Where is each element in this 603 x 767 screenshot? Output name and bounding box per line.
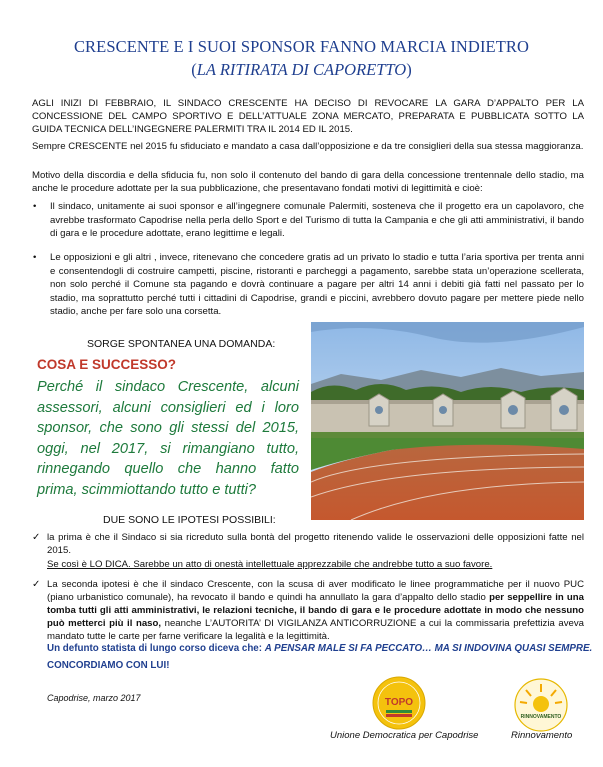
stadium-illustration	[311, 322, 584, 520]
checkmark-icon: ✓	[32, 532, 41, 543]
hypothesis-text-end: neanche L’AUTORITA’ DI VIGILANZA ANTICORRUZIONE a cui la commissaria prefettizia aveva mandato tutte le carte per farne verificare la legalità e la legittimità.	[47, 618, 584, 642]
rinnovamento-logo	[514, 678, 568, 732]
cosa-heading: COSA E SUCCESSO?	[37, 357, 177, 372]
subheadline-italic: LA RITIRATA DI CAPORETTO	[196, 60, 407, 79]
topo-logo	[372, 676, 426, 730]
org-name-udc: Unione Democratica per Capodrise	[330, 730, 479, 741]
hypothesis-underlined-text: Se così è LO DICA. Sarebbe un atto di onestà intellettuale apprezzabile che andrebbe tutto a suo favore.	[47, 559, 493, 570]
bullet-dot: •	[33, 201, 37, 212]
bullet-item	[33, 251, 584, 319]
hypothesis-item	[32, 531, 584, 557]
quote-line	[47, 643, 592, 654]
bullet-item	[33, 200, 584, 241]
stadium-photo	[311, 322, 584, 520]
question-text: Perché il sindaco Crescente, alcuni assessori, alcuni consiglieri ed i loro sponsor, che sono gli stessi del 2015, oggi, nel 2017, si rimangiano tutto, rinnegando quello che hanno fatto prima, scimmiottando tutto e tutti?	[37, 379, 299, 498]
subheadline-open-paren: (	[191, 60, 197, 79]
hypothesis-text: La seconda ipotesi è che il sindaco Crescente, con la scusa di aver modificato le linee programmatiche per il nuovo PUC (piano urbanistico comunale), ha revocato il bando e quindi ha annullato la gara d’appalto dello stadio	[47, 579, 584, 603]
checkmark-icon: ✓	[32, 579, 41, 590]
hypothesis-text: la prima è che il Sindaco si sia ricreduto sulla bontà del progetto ritenendo valide le osservazioni delle opposizioni fatte nel 2015.	[47, 532, 584, 556]
org-name-rinnovamento: Rinnovamento	[511, 730, 573, 741]
subheadline-close-paren: )	[406, 60, 412, 79]
topo-logo-text: TOPO	[384, 697, 414, 708]
headline: CRESCENTE E I SUOI SPONSOR FANNO MARCIA INDIETRO	[73, 37, 530, 56]
bullet-dot: •	[33, 252, 37, 263]
hypothesis-bold-text: per seppellire in una tomba tutti gli atti amministrativi, le relazioni tecniche, il bando di gara e le procedure adottate in modo che nessuno può metterci più il naso,	[47, 592, 584, 629]
bullet-text: Le opposizioni e gli altri , invece, ritenevano che concedere gratis ad un privato lo stadio e tutta l’aria sportiva per trenta anni e consentendogli di costruire campetti, piscine, ristoranti e parcheggi a pagamento, sarebbe stata un’operazione scellerata, non solo perché il Comune sta pagando e dovrà continuare a pagare per altri 14 anni i debiti già fatti nel passato per lo stadio, ma soprattutto perché tutti i cittadini di Capodrise, grandi e piccini, avrebbero dovuto pagare per mettere piede nello stadio, anche per fare solo una corsetta.	[50, 252, 584, 318]
intro-paragraph: AGLI INIZI DI FEBBRAIO, IL SINDACO CRESCENTE HA DECISO DI REVOCARE LA GARA D’APPALTO PER LA CONCESSIONE DEL CAMPO SPORTIVO E DELL’ATTUALE ZONA MERCATO, PREPARATA E PUBBLICATA SOTTO LA GUIDA TECNICA DELL’INGEGNERE PALERMITI TRA IL 2014 ED IL 2015.	[32, 98, 584, 135]
rinnovamento-logo-text: RINNOVAMENTO	[520, 714, 562, 720]
sfiducia-paragraph: Sempre CRESCENTE nel 2015 fu sfiduciato e mandato a casa dall’opposizione e da tre consiglieri della sua stessa maggioranza.	[32, 141, 584, 152]
quote-intro: Un defunto statista di lungo corso diceva che:	[47, 643, 265, 654]
closing-line: CONCORDIAMO CON LUI!	[47, 660, 170, 671]
hypothesis-item	[32, 578, 584, 643]
bullet-text: Il sindaco, unitamente ai suoi sponsor e all’ingegnere comunale Palermiti, sosteneva che il progetto era un capolavoro, che avrebbe trasformato Capodrise nella perla dello Sport e del Turismo di tutta la Campania e che gli atti amministrativi, il bando di gara e le procedure adottate, erano legittime e legali.	[50, 201, 584, 240]
motivo-paragraph: Motivo della discordia e della sfiducia fu, non solo il contenuto del bando di gara della concessione trentennale dello stadio, ma anche le procedure adottate per la sua pubblicazione, che presentavano fondati motivi di legittimità e cioè:	[32, 170, 584, 194]
date-line: Capodrise, marzo 2017	[47, 693, 141, 703]
subheadline	[20, 60, 583, 80]
question-intro: SORGE SPONTANEA UNA DOMANDA:	[87, 338, 276, 350]
quote-italic: A PENSAR MALE SI FA PECCATO… MA SI INDOVINA QUASI SEMPRE.	[264, 643, 593, 654]
hypotheses-heading: DUE SONO LE IPOTESI POSSIBILI:	[103, 514, 276, 526]
